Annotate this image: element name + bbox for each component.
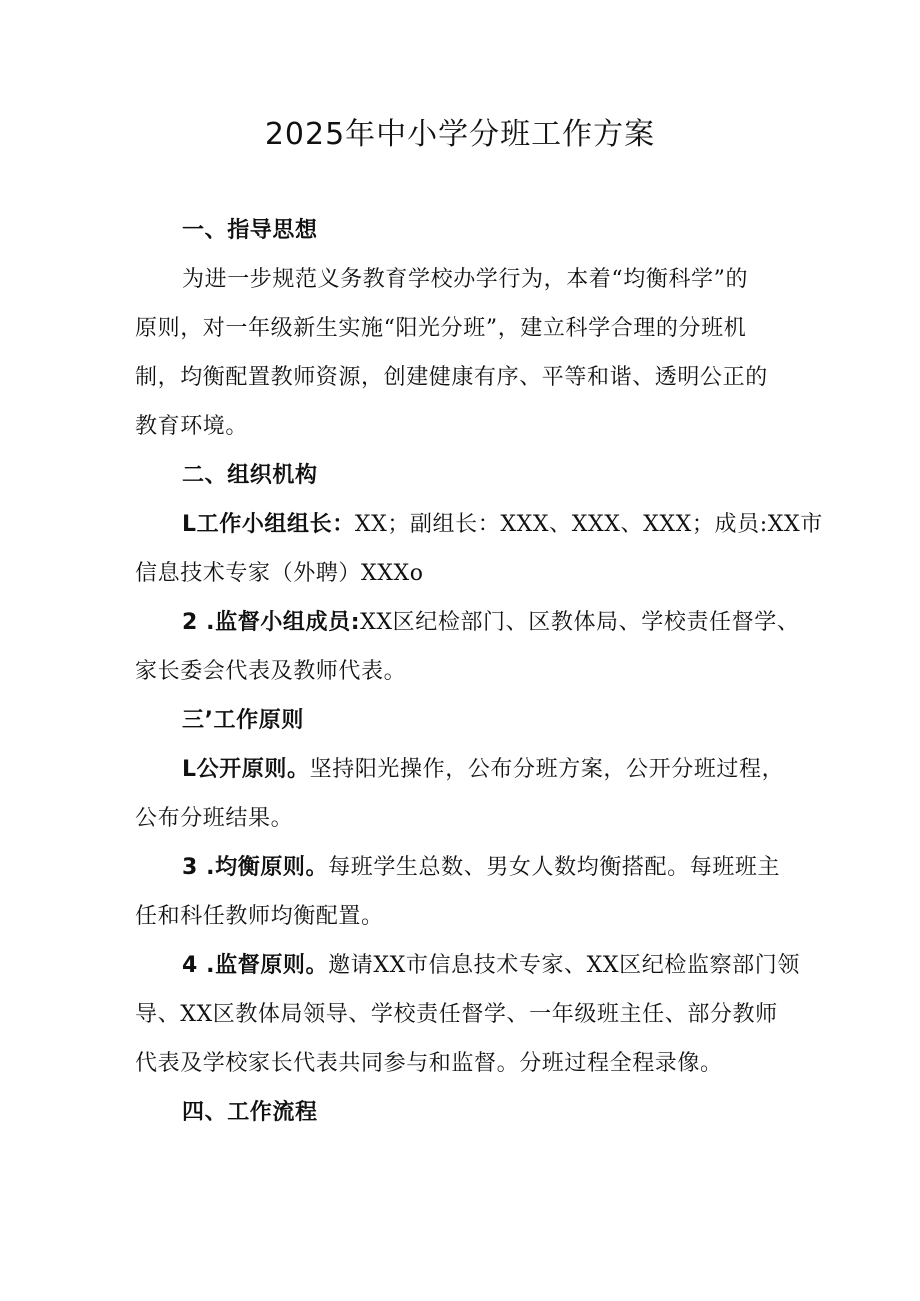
list-item-supervision-principle <box>182 949 852 983</box>
paragraph-line: 为进一步规范义务教育学校办学行为，本着“均衡科学”的 <box>182 267 749 292</box>
item-label: 2 .监督小组成员: <box>182 610 361 635</box>
section-heading-workflow: 四、工作流程 <box>182 1100 318 1125</box>
item-text: 坚持阳光操作，公布分班方案，公开分班过程， <box>309 757 785 782</box>
item-text: 邀请XX市信息技术专家、XX区纪检监察部门领 <box>328 953 800 978</box>
paragraph-line: 家长委会代表及教师代表。 <box>135 659 407 684</box>
paragraph-line: 原则，对一年级新生实施“阳光分班”，建立科学合理的分班机 <box>135 316 747 341</box>
list-item-open-principle <box>182 753 852 787</box>
paragraph-line: 导、XX区教体局领导、学校责任督学、一年级班主任、部分教师 <box>135 1002 778 1027</box>
paragraph-line: 信息技术专家（外聘）XXXo <box>135 561 424 586</box>
paragraph-line: 制，均衡配置教师资源，创建健康有序、平等和谐、透明公正的 <box>135 365 768 390</box>
paragraph-line: 公布分班结果。 <box>135 806 294 831</box>
item-label: 4 .监督原则。 <box>182 953 329 978</box>
list-item-working-group <box>182 508 852 542</box>
paragraph-line: 教育环境。 <box>135 414 249 439</box>
section-heading-principles: 三’工作原则 <box>182 708 304 733</box>
item-text: 每班学生总数、男女人数均衡搭配。每班班主 <box>328 855 781 880</box>
list-item-supervision-group <box>182 606 852 640</box>
section-heading-guiding-ideology: 一、指导思想 <box>182 218 318 243</box>
item-text: XX区纪检部门、区教体局、学校责任督学、 <box>360 610 800 635</box>
paragraph-line: 代表及学校家长代表共同参与和监督。分班过程全程录像。 <box>135 1051 723 1076</box>
document-title: 2025年中小学分班工作方案 <box>264 117 656 152</box>
paragraph-line: 任和科任教师均衡配置。 <box>135 904 384 929</box>
item-label: 3 .均衡原则。 <box>182 855 329 880</box>
section-heading-organization: 二、组织机构 <box>182 463 318 488</box>
item-label: L公开原则。 <box>182 757 310 782</box>
item-text: XX；副组长：XXX、XXX、XXX；成员:XX市 <box>354 512 823 537</box>
item-label: L工作小组组长： <box>182 512 355 537</box>
list-item-balance-principle <box>182 851 852 885</box>
